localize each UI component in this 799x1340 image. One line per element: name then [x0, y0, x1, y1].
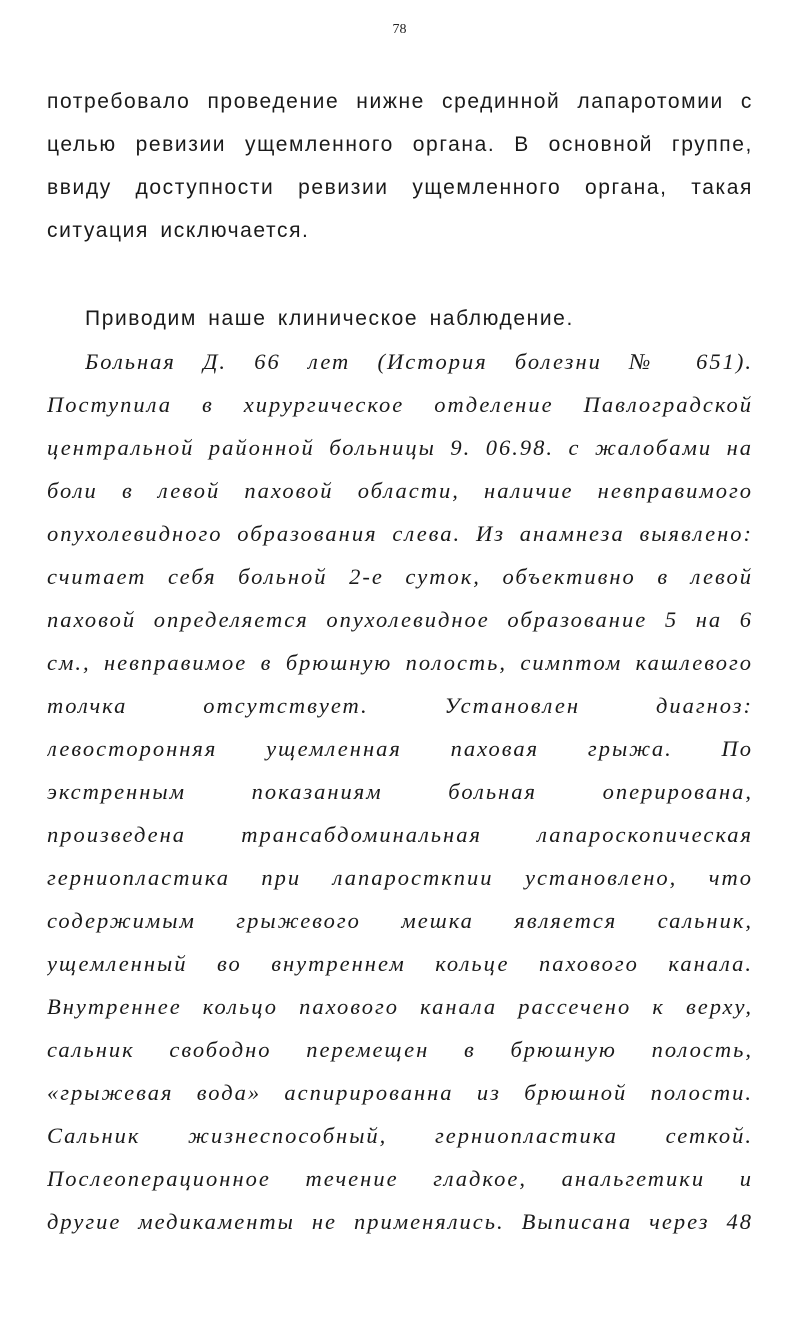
text-line: левосторонняя ущемленная паховая грыжа. По [47, 736, 753, 761]
text-line: экстренным показаниям больная оперирована, [47, 779, 753, 804]
text-line: центральной районной больницы 9. 06.98. с жалобами на [47, 435, 753, 460]
text-line: толчка отсутствует. Установлен диагноз: [47, 693, 753, 718]
text-line: см., невправимое в брюшную полость, симптом кашлевого [47, 650, 753, 675]
text-line: сальник свободно перемещен в брюшную полость, [47, 1037, 753, 1062]
text-line: содержимым грыжевого мешка является сальник, [47, 908, 753, 933]
text-line: ущемленный во внутреннем кольце пахового канала. [47, 951, 753, 976]
text-line: считает себя больной 2-е суток, объективно в левой [47, 564, 753, 589]
text-line: целью ревизии ущемленного органа. В основной группе, [47, 133, 753, 156]
text-line: ввиду доступности ревизии ущемленного органа, такая [47, 176, 753, 199]
text-line: Поступила в хирургическое отделение Павлоградской [47, 392, 753, 417]
text-line: боли в левой паховой области, наличие невправимого [47, 478, 753, 503]
text-line: Сальник жизнеспособный, герниопластика сеткой. [47, 1123, 753, 1148]
text-line: паховой определяется опухолевидное образование 5 на 6 [47, 607, 753, 632]
text-line: потребовало проведение нижне срединной лапаротомии с [47, 90, 753, 113]
text-line: Приводим наше клиническое наблюдение. [85, 307, 574, 330]
page-number: 78 [392, 22, 407, 37]
text-line: ситуация исключается. [47, 219, 310, 242]
text-line: Послеоперационное течение гладкое, анальгетики и [47, 1166, 753, 1191]
text-line: Внутреннее кольцо пахового канала рассечено к верху, [47, 994, 753, 1019]
text-line: опухолевидного образования слева. Из анамнеза выявлено: [47, 521, 753, 546]
text-line: произведена трансабдоминальная лапароскопическая [47, 822, 753, 847]
text-line: герниопластика при лапаросткпии установлено, что [47, 865, 753, 890]
text-line: Больная Д. 66 лет (История болезни № 651). [85, 349, 753, 374]
text-line: «грыжевая вода» аспирированна из брюшной полости. [47, 1080, 753, 1105]
text-line: другие медикаменты не применялись. Выписана через 48 [47, 1209, 753, 1234]
